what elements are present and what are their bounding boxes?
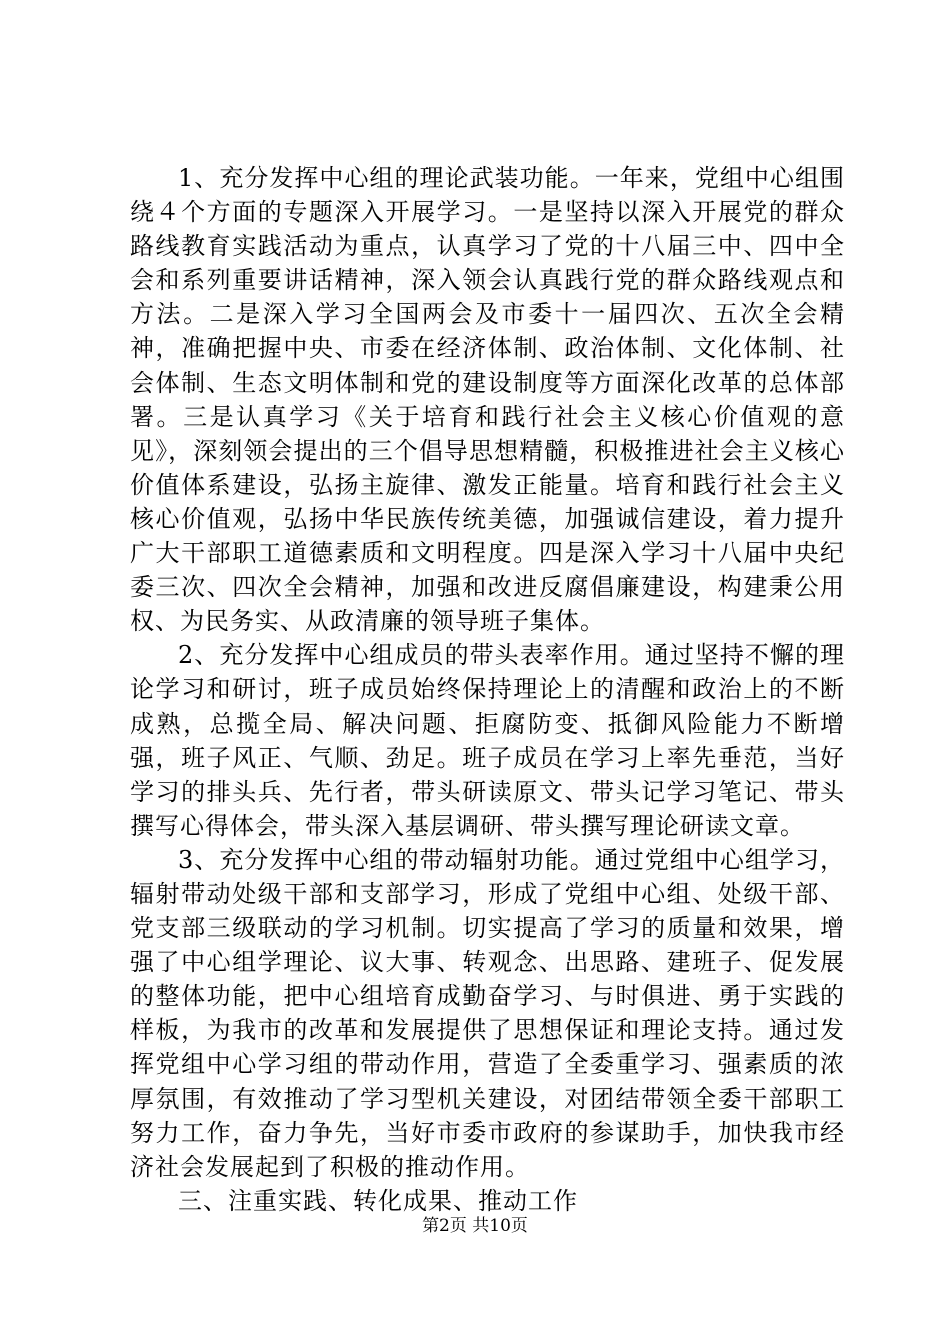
paragraph-2: 2、充分发挥中心组成员的带头表率作用。通过坚持不懈的理论学习和研讨，班子成员始终保持理论上的清醒和政治上的不断成熟，总揽全局、解决问题、拒腐防变、抵御风险能力不断增强，班子风正、气顺、劲足。班子成员在学习上率先垂范，当好学习的排头兵、先行者，带头研读原文、带头记学习笔记、带头撰写心得体会，带头深入基层调研、带头撰写理论研读文章。 [130, 641, 845, 840]
paragraph-3: 3、充分发挥中心组的带动辐射功能。通过党组中心组学习，辐射带动处级干部和支部学习，形成了党组中心组、处级干部、党支部三级联动的学习机制。切实提高了学习的质量和效果，增强了中心组学理论、议大事、转观念、出思路、建班子、促发展的整体功能，把中心组培育成勤奋学习、与时俱进、勇于实践的样板，为我市的改革和发展提供了思想保证和理论支持。通过发挥党组中心学习组的带动作用，营造了全委重学习、强素质的浓厚氛围，有效推动了学习型机关建设，对团结带领全委干部职工努力工作，奋力争先，当好市委市政府的参谋助手，加快我市经济社会发展起到了积极的推动作用。 [130, 845, 845, 1181]
paragraph-1: 1、充分发挥中心组的理论武装功能。一年来，党组中心组围绕４个方面的专题深入开展学习。一是坚持以深入开展党的群众路线教育实践活动为重点，认真学习了党的十八届三中、四中全会和系列重要讲话精神，深入领会认真践行党的群众路线观点和方法。二是深入学习全国两会及市委十一届四次、五次全会精神，准确把握中央、市委在经济体制、政治体制、文化体制、社会体制、生态文明体制和党的建设制度等方面深化改革的总体部署。三是认真学习《关于培育和践行社会主义核心价值观的意见》，深刻领会提出的三个倡导思想精髓，积极推进社会主义核心价值体系建设，弘扬主旋律、激发正能量。培育和践行社会主义核心价值观，弘扬中华民族传统美德，加强诚信建设，着力提升广大干部职工道德素质和文明程度。四是深入学习十八届中央纪委三次、四次全会精神，加强和改进反腐倡廉建设，构建秉公用权、为民务实、从政清廉的领导班子集体。 [130, 164, 845, 636]
page-number-footer: 第2页 共10页 [422, 1216, 528, 1236]
section-heading: 三、注重实践、转化成果、推动工作 [178, 1186, 578, 1215]
document-body [130, 161, 845, 1218]
